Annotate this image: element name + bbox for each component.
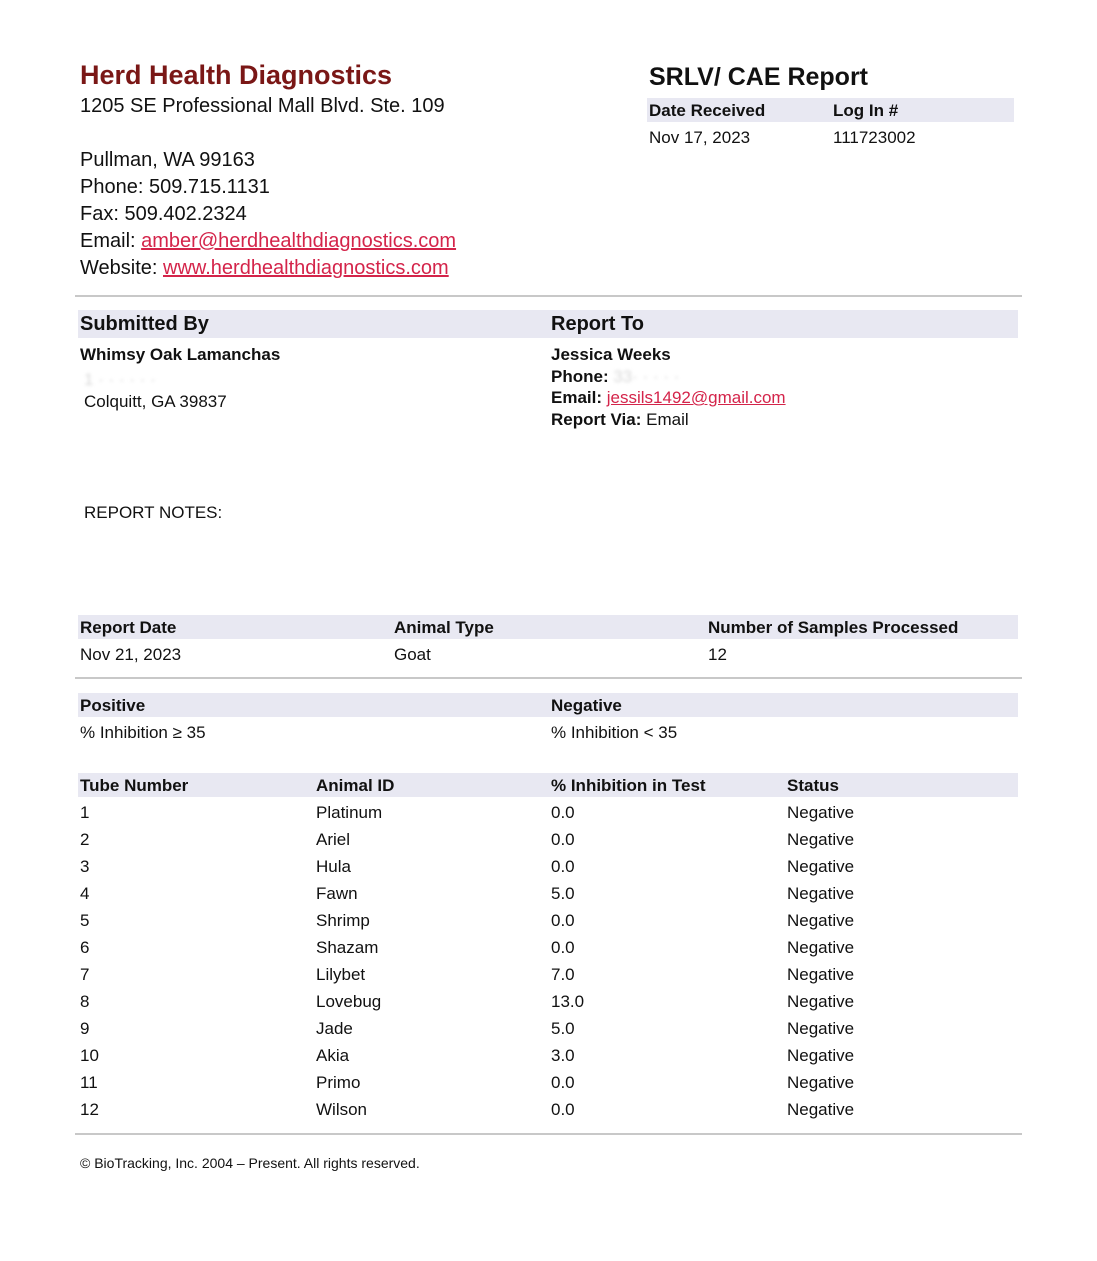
tube-number-cell: 4 bbox=[80, 884, 90, 903]
report-date-value: Nov 21, 2023 bbox=[80, 645, 182, 664]
lab-email-label: Email: bbox=[80, 230, 142, 252]
submitter-street-redacted: 1 · · · · · · bbox=[84, 370, 156, 389]
tube-number-cell: 1 bbox=[80, 803, 90, 822]
animal-id-cell: Lovebug bbox=[316, 992, 382, 1011]
date-received-value: Nov 17, 2023 bbox=[649, 128, 751, 147]
tube-number-cell: 9 bbox=[80, 1019, 90, 1038]
lab-website bbox=[80, 255, 449, 282]
divider bbox=[75, 295, 1022, 297]
negative-rule: % Inhibition < 35 bbox=[551, 723, 678, 742]
col-header-tube-number: Tube Number bbox=[80, 776, 189, 795]
samples-value: 12 bbox=[708, 645, 727, 664]
tube-number-cell: 2 bbox=[80, 830, 90, 849]
animal-id-cell: Shazam bbox=[316, 938, 379, 957]
animal-type-label: Animal Type bbox=[394, 618, 494, 637]
status-cell: Negative bbox=[787, 1073, 855, 1092]
tube-number-cell: 8 bbox=[80, 992, 90, 1011]
animal-id-cell: Platinum bbox=[316, 803, 383, 822]
col-header-animal-id: Animal ID bbox=[316, 776, 395, 795]
lab-website-label: Website: bbox=[80, 257, 163, 279]
recipient-report-via bbox=[551, 410, 689, 430]
tube-number-cell: 3 bbox=[80, 857, 90, 876]
lab-phone bbox=[80, 174, 270, 201]
animal-type-value: Goat bbox=[394, 645, 431, 664]
status-cell: Negative bbox=[787, 1046, 855, 1065]
status-cell: Negative bbox=[787, 830, 855, 849]
tube-number-cell: 5 bbox=[80, 911, 90, 930]
inhibition-cell: 0.0 bbox=[551, 857, 575, 876]
tube-number-cell: 12 bbox=[80, 1100, 99, 1119]
lab-fax-label: Fax: bbox=[80, 203, 125, 225]
lab-phone-label: Phone: bbox=[80, 176, 149, 198]
recipient-phone-label: Phone: bbox=[551, 367, 609, 386]
inhibition-cell: 3.0 bbox=[551, 1046, 575, 1065]
tube-number-cell: 11 bbox=[80, 1073, 98, 1092]
recipient-email-link[interactable]: jessils1492@gmail.com bbox=[606, 388, 786, 407]
status-cell: Negative bbox=[787, 992, 855, 1011]
inhibition-cell: 0.0 bbox=[551, 1100, 575, 1119]
animal-id-cell: Wilson bbox=[316, 1100, 368, 1119]
recipient-email bbox=[551, 388, 786, 408]
report-title: SRLV/ CAE Report bbox=[649, 63, 868, 91]
status-cell: Negative bbox=[787, 965, 855, 984]
negative-label: Negative bbox=[551, 696, 622, 715]
lab-phone-value: 509.715.1131 bbox=[148, 176, 270, 198]
footer-copyright: © BioTracking, Inc. 2004 – Present. All rights reserved. bbox=[80, 1155, 420, 1171]
recipient-phone bbox=[551, 367, 679, 387]
divider bbox=[75, 1133, 1022, 1135]
tube-number-cell: 10 bbox=[80, 1046, 99, 1065]
recipient-phone-redacted: 33· · · · · bbox=[613, 367, 680, 386]
animal-id-cell: Shrimp bbox=[316, 911, 370, 930]
animal-id-cell: Primo bbox=[316, 1073, 361, 1092]
inhibition-cell: 0.0 bbox=[551, 1073, 575, 1092]
report-via-label: Report Via: bbox=[551, 410, 642, 429]
inhibition-cell: 0.0 bbox=[551, 911, 575, 930]
inhibition-cell: 0.0 bbox=[551, 938, 575, 957]
animal-id-cell: Hula bbox=[316, 857, 351, 876]
date-received-label: Date Received bbox=[649, 101, 766, 120]
recipient-name: Jessica Weeks bbox=[551, 345, 671, 364]
lab-name: Herd Health Diagnostics bbox=[80, 60, 393, 90]
lab-address-line2: Pullman, WA 99163 bbox=[80, 149, 255, 171]
criteria-header-bar bbox=[78, 693, 1018, 717]
animal-id-cell: Jade bbox=[316, 1019, 353, 1038]
inhibition-cell: 0.0 bbox=[551, 803, 575, 822]
recipient-email-label: Email: bbox=[551, 388, 603, 407]
inhibition-cell: 0.0 bbox=[551, 830, 575, 849]
lab-email-link[interactable]: amber@herdhealthdiagnostics.com bbox=[141, 230, 457, 252]
lab-address-line1: 1205 SE Professional Mall Blvd. Ste. 109 bbox=[80, 95, 445, 117]
animal-id-cell: Akia bbox=[316, 1046, 350, 1065]
positive-rule: % Inhibition ≥ 35 bbox=[80, 723, 206, 742]
report-via-value: Email bbox=[646, 410, 689, 429]
lab-email bbox=[80, 228, 456, 255]
inhibition-cell: 5.0 bbox=[551, 1019, 575, 1038]
col-header-status: Status bbox=[787, 776, 839, 795]
status-cell: Negative bbox=[787, 884, 855, 903]
report-to-header: Report To bbox=[551, 313, 644, 335]
log-in-label: Log In # bbox=[833, 101, 899, 120]
positive-label: Positive bbox=[80, 696, 146, 715]
submitter-city: Colquitt, GA 39837 bbox=[84, 392, 227, 411]
lab-fax-value: 509.402.2324 bbox=[124, 203, 247, 225]
status-cell: Negative bbox=[787, 1100, 855, 1119]
lab-fax bbox=[80, 201, 247, 228]
lab-website-link[interactable]: www.herdhealthdiagnostics.com bbox=[163, 257, 449, 279]
status-cell: Negative bbox=[787, 911, 855, 930]
animal-id-cell: Ariel bbox=[316, 830, 351, 849]
status-cell: Negative bbox=[787, 938, 855, 957]
results-header-bar bbox=[78, 773, 1018, 797]
log-in-value: 111723002 bbox=[833, 128, 916, 147]
col-header-inhibition: % Inhibition in Test bbox=[551, 776, 706, 795]
tube-number-cell: 6 bbox=[80, 938, 90, 957]
report-notes-label: REPORT NOTES: bbox=[84, 503, 223, 522]
status-cell: Negative bbox=[787, 857, 855, 876]
parties-header-bar bbox=[78, 310, 1018, 338]
report-date-label: Report Date bbox=[80, 618, 177, 637]
inhibition-cell: 5.0 bbox=[551, 884, 575, 903]
status-cell: Negative bbox=[787, 1019, 855, 1038]
inhibition-cell: 13.0 bbox=[551, 992, 585, 1011]
submitter-name: Whimsy Oak Lamanchas bbox=[80, 345, 281, 364]
status-cell: Negative bbox=[787, 803, 855, 822]
inhibition-cell: 7.0 bbox=[551, 965, 575, 984]
animal-id-cell: Fawn bbox=[316, 884, 358, 903]
animal-id-cell: Lilybet bbox=[316, 965, 366, 984]
tube-number-cell: 7 bbox=[80, 965, 90, 984]
submitted-by-header: Submitted By bbox=[80, 313, 209, 335]
samples-label: Number of Samples Processed bbox=[708, 618, 959, 637]
divider bbox=[75, 677, 1022, 679]
